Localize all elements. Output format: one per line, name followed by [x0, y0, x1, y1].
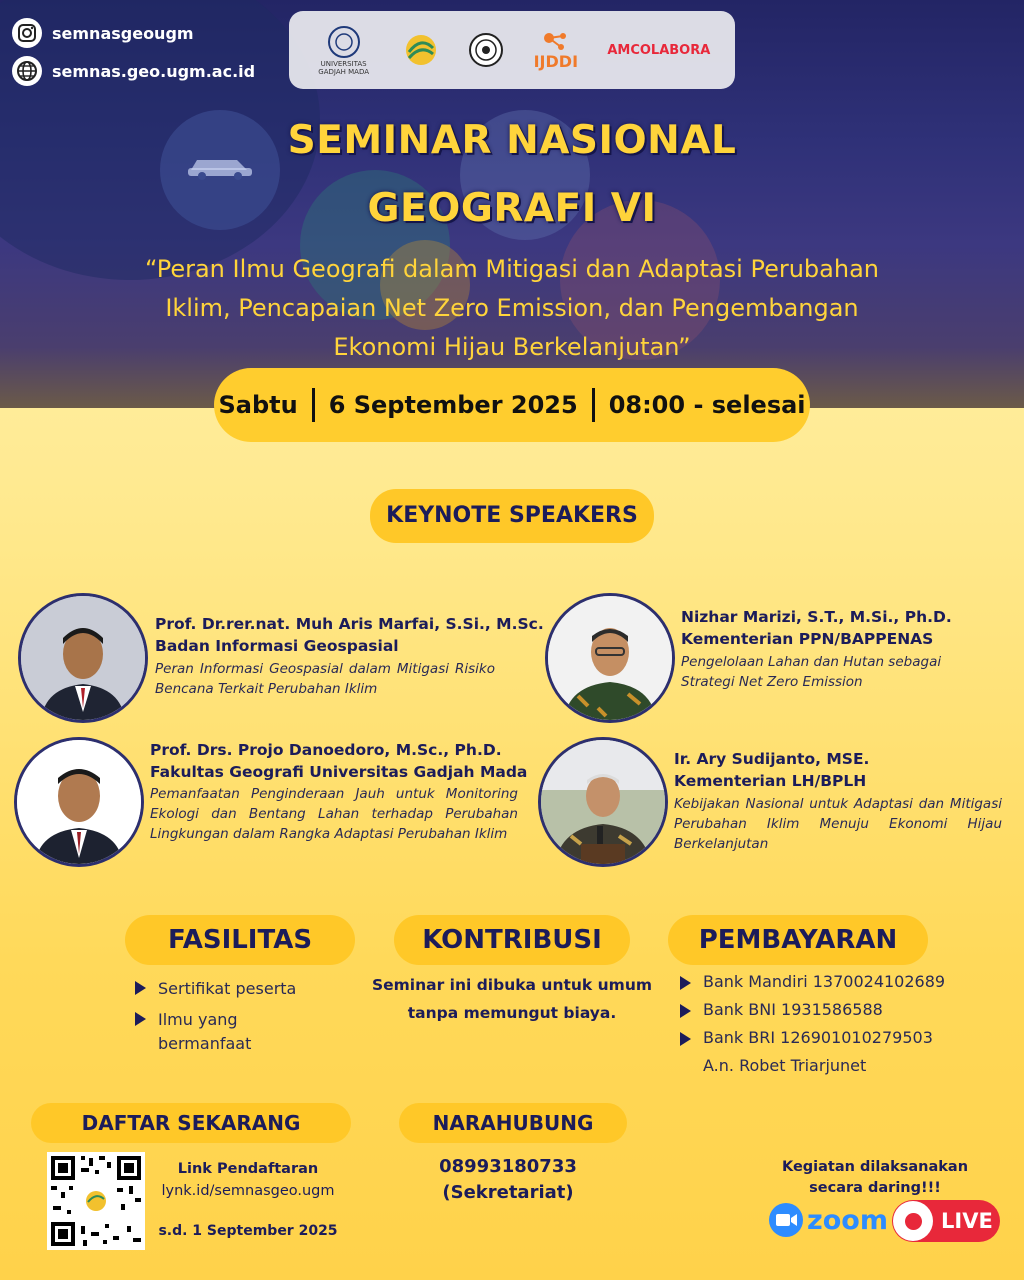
live-badge: LIVE: [892, 1200, 1000, 1242]
list-item: Bank BRI 126901010279503: [680, 1028, 1010, 1048]
amcolabora-logo: AMCOLABORA: [607, 42, 711, 58]
arrow-icon: [680, 976, 691, 990]
account-holder: A.n. Robet Triarjunet: [703, 1056, 867, 1075]
hero-background: [0, 0, 1024, 408]
zoom-logo: zoom: [768, 1202, 888, 1238]
kontribusi-text: Seminar ini dibuka untuk umum tanpa memungut biaya.: [371, 976, 653, 1022]
ijddi-logo: IJDDI: [534, 30, 578, 71]
speaker-2-photo: [545, 593, 675, 723]
speaker-3-name: Prof. Drs. Projo Danoedoro, M.Sc., Ph.D. Fakultas Geografi Universitas Gadjah Mada: [150, 741, 528, 781]
qr-code[interactable]: [47, 1152, 145, 1250]
event-day: Sabtu: [218, 391, 298, 419]
speaker-4-topic: Kebijakan Nasional untuk Adaptasi dan Mitigasi Perubahan Iklim Menuju Ekonomi Hijau Berkelanjutan: [674, 796, 1002, 852]
pembayaran-list: [680, 972, 1010, 1076]
speaker-1-photo: [18, 593, 148, 723]
speaker-3-topic: Pemanfaatan Penginderaan Jauh untuk Monitoring Ekologi dan Bentang Lahan terhadap Perubahan Lingkungan dalam Rangka Adaptasi Perubahan Iklim: [150, 786, 518, 842]
daftar-heading: DAFTAR SEKARANG: [31, 1103, 351, 1143]
website-link[interactable]: semnas.geo.ugm.ac.id: [12, 56, 255, 86]
registration-info: Link Pendaftaran lynk.id/semnasgeo.ugm: [148, 1158, 348, 1202]
divider: [592, 388, 595, 422]
arrow-icon: [135, 1012, 146, 1026]
speaker-1-name: Prof. Dr.rer.nat. Muh Aris Marfai, S.Si., M.Sc. Badan Informasi Geospasial: [155, 615, 544, 655]
arrow-icon: [135, 981, 146, 995]
speaker-3-photo: [14, 737, 144, 867]
zoom-camera-icon: [768, 1202, 804, 1238]
record-icon: [893, 1201, 933, 1241]
divider: [312, 388, 315, 422]
contact-phone[interactable]: 08993180733: [439, 1156, 577, 1177]
speaker-4-photo: [538, 737, 668, 867]
arrow-icon: [680, 1004, 691, 1018]
keluarga-alumni-logo: [403, 32, 439, 68]
list-item: Sertifikat peserta: [135, 977, 365, 1001]
title-line-1: SEMINAR NASIONAL: [287, 118, 737, 163]
arrow-icon: [680, 1032, 691, 1046]
globe-icon: [12, 56, 42, 86]
list-item: Ilmu yang bermanfaat: [135, 1008, 365, 1056]
event-date: 6 September 2025: [328, 391, 578, 419]
contact-info: 08993180733 (Sekretariat): [408, 1154, 608, 1206]
ikatan-geograf-logo: [468, 32, 504, 68]
online-notice: Kegiatan dilaksanakan secara daring!!!: [781, 1159, 969, 1196]
fasilitas-heading: FASILITAS: [125, 915, 355, 965]
title-line-2: GEOGRAFI VI: [367, 186, 657, 231]
speaker-4-name: Ir. Ary Sudijanto, MSE. Kementerian LH/BPLH: [674, 750, 870, 790]
ugm-logo: UNIVERSITAS GADJAH MADA: [314, 24, 374, 76]
registration-link[interactable]: lynk.id/semnasgeo.ugm: [161, 1183, 335, 1199]
keynote-heading: KEYNOTE SPEAKERS: [370, 489, 654, 543]
instagram-icon: [12, 18, 42, 48]
partner-logo-bar: [289, 11, 735, 89]
kontribusi-heading: KONTRIBUSI: [394, 915, 630, 965]
speaker-2-name: Nizhar Marizi, S.T., M.Si., Ph.D. Kementerian PPN/BAPPENAS: [681, 608, 952, 648]
list-item: Bank BNI 1931586588: [680, 1000, 1010, 1020]
fasilitas-list: [135, 977, 365, 1063]
instagram-handle[interactable]: semnasgeougm: [12, 18, 194, 48]
speaker-2-topic: Pengelolaan Lahan dan Hutan sebagai Strategi Net Zero Emission: [681, 654, 942, 690]
registration-deadline: s.d. 1 September 2025: [158, 1223, 338, 1239]
seminar-theme: “Peran Ilmu Geografi dalam Mitigasi dan Adaptasi Perubahan Iklim, Pencapaian Net Zero Emission, dan Pengembangan Ekonomi Hijau Berkelanjutan”: [145, 255, 879, 361]
speaker-1-topic: Peran Informasi Geospasial dalam Mitigasi Risiko Bencana Terkait Perubahan Iklim: [155, 661, 495, 697]
narahubung-heading: NARAHUBUNG: [399, 1103, 627, 1143]
pembayaran-heading: PEMBAYARAN: [668, 915, 928, 965]
list-item: Bank Mandiri 1370024102689: [680, 972, 1010, 992]
date-time-banner: [214, 368, 810, 442]
event-time: 08:00 - selesai: [608, 391, 806, 419]
